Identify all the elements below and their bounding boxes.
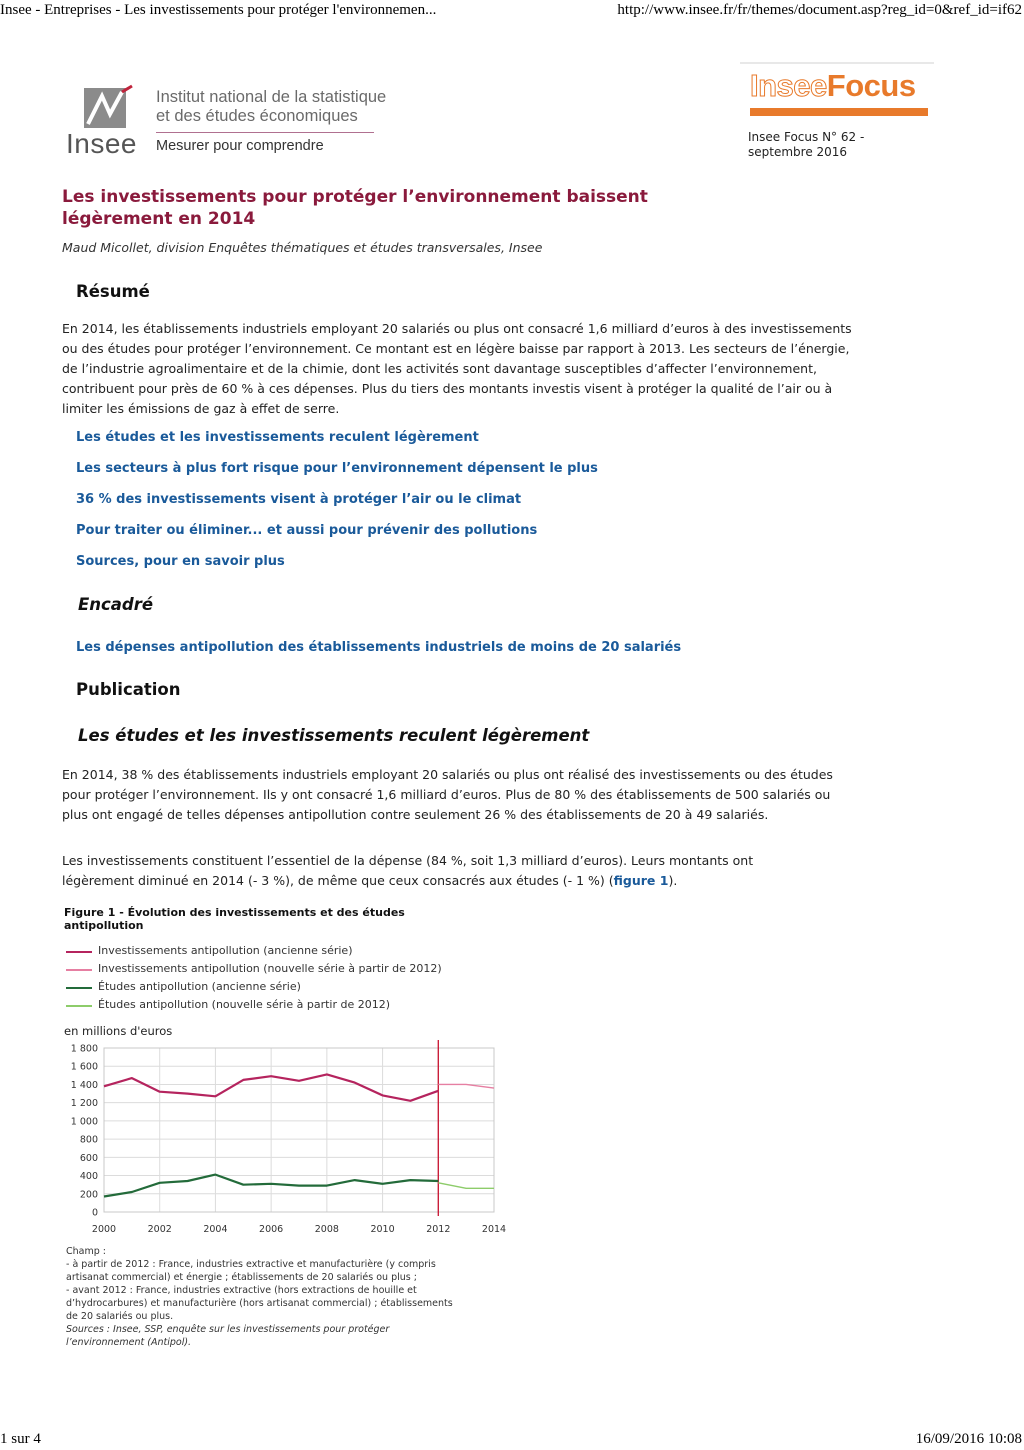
legend-label: Études antipollution (nouvelle série à partir de 2012) bbox=[98, 998, 391, 1011]
legend-swatch bbox=[66, 1005, 92, 1007]
insee-focus-logo bbox=[740, 62, 934, 122]
y-tick-label: 0 bbox=[91, 1207, 98, 1219]
x-tick-label: 2008 bbox=[314, 1224, 339, 1235]
toc-link-1[interactable]: Les études et les investissements reculent légèrement bbox=[76, 430, 479, 445]
focus-logo-part-1: Insee bbox=[750, 68, 827, 103]
toc-link-2[interactable]: Les secteurs à plus fort risque pour l’environnement dépensent le plus bbox=[76, 461, 598, 476]
figure-1-link[interactable]: figure 1 bbox=[613, 873, 669, 888]
x-tick-label: 2012 bbox=[426, 1224, 451, 1235]
subsection-heading: Les études et les investissements reculent légèrement bbox=[78, 726, 590, 745]
logo-divider bbox=[156, 132, 374, 133]
insee-logo-icon bbox=[74, 84, 136, 130]
article-title: Les investissements pour protéger l’environnement baissent légèrement en 2014 bbox=[62, 187, 648, 229]
body-paragraph-2 bbox=[62, 851, 822, 891]
issue-number: Insee Focus N° 62 - bbox=[748, 130, 865, 144]
article-author: Maud Micollet, division Enquêtes thématiques et études transversales, Insee bbox=[62, 240, 543, 255]
page-count: 1 sur 4 bbox=[0, 1431, 41, 1447]
legend-label: Investissements antipollution (ancienne série) bbox=[98, 944, 353, 957]
series-line bbox=[438, 1084, 494, 1088]
chart-unit-label: en millions d'euros bbox=[64, 1024, 173, 1038]
motto: Mesurer pour comprendre bbox=[156, 138, 324, 154]
x-tick-label: 2000 bbox=[91, 1224, 117, 1235]
resume-paragraph: En 2014, les établissements industriels employant 20 salariés ou plus ont consacré 1,6 milliard d’euros à des investissements ou des études pour protéger l’environnement. Ce montant est en légère baisse par rapport à 2013. Les secteurs de l’énergie, de l’industrie agroalimentaire et de la chimie, dont les activités sont davantage susceptibles d’affecter l’environnement, contribuent pour près de 60 % à ces dépenses. Plus du tiers des montants investis visent à protéger la qualité de l’air ou à limiter les émissions de gaz à effet de serre. bbox=[62, 321, 852, 416]
issue-info bbox=[748, 130, 864, 160]
note-before-2012: - avant 2012 : France, industries extractive (hors extractions de houille et d’hydrocarbures) et manufacturière (hors artisanat commercial) ; établissements de 20 salariés ou plus. bbox=[66, 1285, 453, 1322]
legend-swatch bbox=[66, 987, 92, 989]
x-tick-label: 2002 bbox=[147, 1224, 172, 1235]
focus-top-line bbox=[740, 62, 934, 64]
encadre-link[interactable]: Les dépenses antipollution des établissements industriels de moins de 20 salariés bbox=[76, 640, 682, 655]
print-timestamp: 16/09/2016 10:08 bbox=[915, 1431, 1022, 1447]
focus-logo-text bbox=[750, 68, 916, 104]
print-header-title: Insee - Entreprises - Les investissements pour protéger l'environnemen... bbox=[0, 2, 437, 18]
issue-date: septembre 2016 bbox=[748, 145, 848, 159]
institute-name bbox=[156, 88, 386, 126]
toc-link-4[interactable]: Pour traiter ou éliminer... et aussi pour prévenir des pollutions bbox=[76, 523, 538, 538]
legend-swatch bbox=[66, 969, 92, 971]
y-tick-label: 800 bbox=[79, 1134, 98, 1146]
x-tick-label: 2004 bbox=[203, 1224, 228, 1235]
series-line bbox=[438, 1183, 494, 1189]
legend-swatch bbox=[66, 951, 92, 953]
toc-link-3[interactable]: 36 % des investissements visent à protéger l’air ou le climat bbox=[76, 492, 522, 507]
body-paragraph-1: En 2014, 38 % des établissements industriels employant 20 salariés ou plus ont réalisé des investissements ou des études pour protéger l’environnement. Ils y ont consacré 1,6 milliard d’euros. Plus de 80 % des établissements de 500 salariés ou plus ont engagé de telles dépenses antipollution contre seulement 26 % des établissements de 20 à 49 salariés. bbox=[62, 767, 833, 822]
body-paragraph-2-text: Les investissements constituent l’essentiel de la dépense (84 %, soit 1,3 milliard d’euros). Leurs montants ont légèrement diminué en 2014 (- 3 %), de même que ceux consacrés aux études (- 1 %) ( bbox=[62, 853, 754, 888]
x-tick-label: 2006 bbox=[259, 1224, 284, 1235]
note-champ: Champ : bbox=[66, 1246, 106, 1257]
x-tick-label: 2010 bbox=[370, 1224, 395, 1235]
body-paragraph-2-end: ). bbox=[668, 873, 678, 888]
print-header-url: http://www.insee.fr/fr/themes/document.asp?reg_id=0&ref_id=if62 bbox=[617, 2, 1022, 18]
institute-line-2: et des études économiques bbox=[156, 107, 358, 125]
focus-logo-bar bbox=[750, 108, 928, 116]
legend-label: Investissements antipollution (nouvelle série à partir de 2012) bbox=[98, 962, 442, 975]
y-tick-label: 1 200 bbox=[70, 1098, 98, 1110]
note-from-2012: - à partir de 2012 : France, industries extractive et manufacturière (y compris artisanat commercial) et énergie ; établissements de 20 salariés ou plus ; bbox=[66, 1259, 436, 1283]
section-encadre-heading: Encadré bbox=[78, 595, 154, 614]
print-header bbox=[0, 2, 1024, 22]
legend-label: Études antipollution (ancienne série) bbox=[98, 980, 301, 993]
note-source: Sources : Insee, SSP, enquête sur les investissements pour protéger l’environnement (Antipol). bbox=[66, 1324, 390, 1348]
focus-logo-part-2: Focus bbox=[826, 68, 916, 103]
print-footer bbox=[0, 1428, 1024, 1448]
y-tick-label: 600 bbox=[79, 1152, 98, 1164]
y-tick-label: 400 bbox=[79, 1171, 98, 1183]
insee-logo-word: Insee bbox=[66, 128, 137, 159]
plot-frame bbox=[104, 1048, 494, 1212]
figure-1-chart bbox=[62, 1040, 522, 1240]
figure-title: Figure 1 - Évolution des investissements et des études antipollution bbox=[64, 906, 405, 932]
y-tick-label: 1 800 bbox=[70, 1043, 98, 1055]
section-resume-heading: Résumé bbox=[76, 282, 150, 301]
y-tick-label: 200 bbox=[79, 1189, 98, 1201]
toc-link-5[interactable]: Sources, pour en savoir plus bbox=[76, 554, 285, 569]
institute-line-1: Institut national de la statistique bbox=[156, 88, 387, 106]
y-tick-label: 1 400 bbox=[70, 1079, 98, 1091]
figure-notes bbox=[66, 1245, 456, 1349]
insee-logo[interactable] bbox=[66, 84, 406, 158]
x-tick-label: 2014 bbox=[481, 1224, 507, 1235]
y-tick-label: 1 600 bbox=[70, 1061, 98, 1073]
y-tick-label: 1 000 bbox=[70, 1116, 98, 1128]
section-publication-heading: Publication bbox=[76, 680, 181, 699]
